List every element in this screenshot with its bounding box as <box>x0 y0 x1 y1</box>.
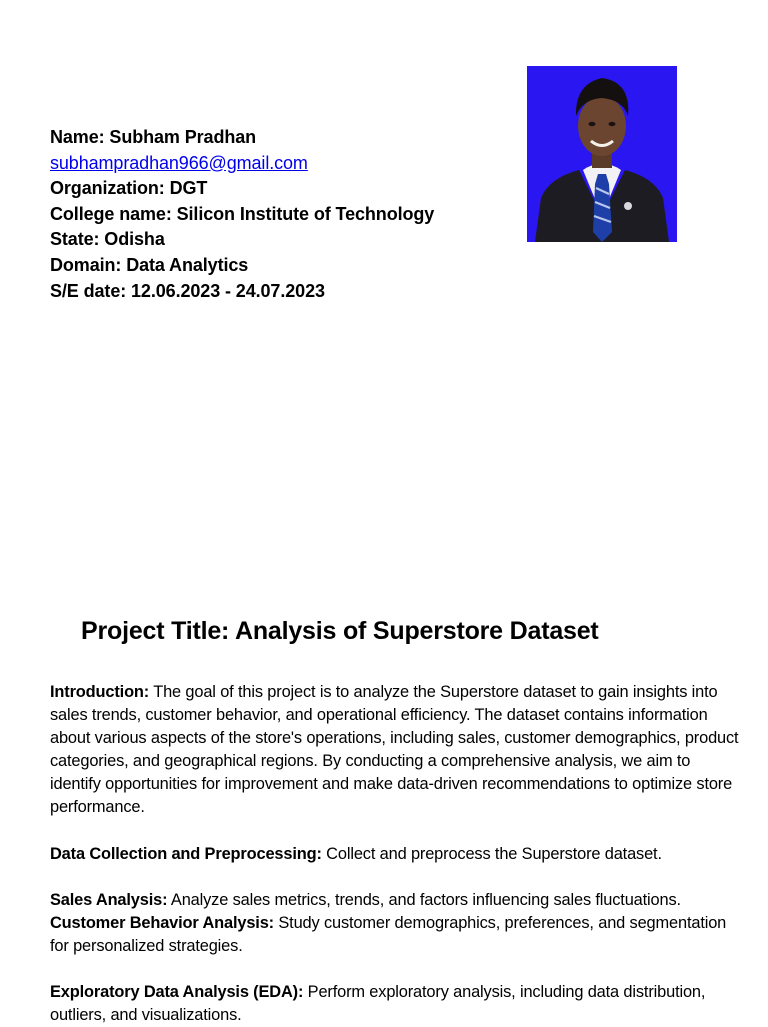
section-introduction <box>50 681 740 820</box>
profile-photo <box>527 66 677 242</box>
section-text: Analyze sales metrics, trends, and factors influencing sales fluctuations. <box>167 890 681 909</box>
person-portrait-icon <box>527 66 677 242</box>
section-heading: Data Collection and Preprocessing: <box>50 844 322 863</box>
section-data-collection <box>50 843 740 866</box>
section-text: Perform exploratory analysis, including data distribution, outliers, and visualizations. <box>50 982 706 1025</box>
section-eda <box>50 981 740 1027</box>
section-heading: Exploratory Data Analysis (EDA): <box>50 982 304 1001</box>
section-text: The goal of this project is to analyze the Superstore dataset to gain insights into sales trends, customer behavior, and operational efficiency. The dataset contains information about various aspects of the store's operations, including sales, customer demographics, product categories, and geographical regions. By conducting a comprehensive analysis, we aim to identify opportunities for improvement and make data-driven recommendations to optimize store performance. <box>50 683 739 817</box>
section-customer-behavior <box>50 912 740 958</box>
section-text: Study customer demographics, preferences, and segmentation for personalized strategies. <box>50 913 727 955</box>
section-heading: Introduction: <box>50 683 150 701</box>
email-link[interactable]: subhampradhan966@gmail.com <box>50 152 308 173</box>
dates-line: S/E date: 12.06.2023 - 24.07.2023 <box>50 280 325 301</box>
section-text: Collect and preprocess the Superstore dataset. <box>321 844 662 863</box>
section-heading: Customer Behavior Analysis: <box>50 913 274 932</box>
project-description <box>50 681 740 1027</box>
project-title: Project Title: Analysis of Superstore Dataset <box>81 617 599 645</box>
profile-info <box>50 125 510 304</box>
state-line: State: Odisha <box>50 229 165 250</box>
college-line: College name: Silicon Institute of Technology <box>50 203 435 224</box>
section-sales-analysis <box>50 889 740 912</box>
domain-line: Domain: Data Analytics <box>50 254 249 275</box>
section-heading: Sales Analysis: <box>50 890 168 909</box>
name-line: Name: Subham Pradhan <box>50 127 257 147</box>
organization-line: Organization: DGT <box>50 178 208 199</box>
